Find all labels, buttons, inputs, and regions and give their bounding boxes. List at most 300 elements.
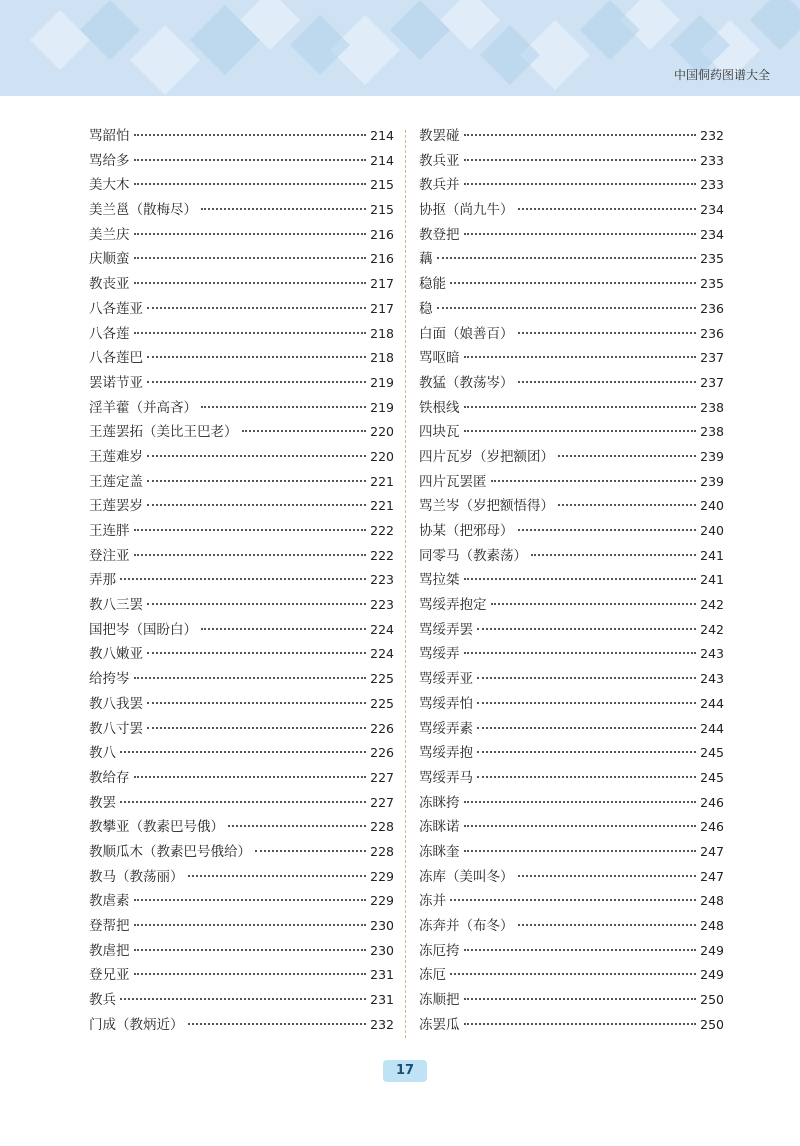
entry-name: 教兵 (89, 992, 116, 1009)
dot-leader (518, 924, 697, 926)
entry-page-number: 250 (700, 992, 724, 1008)
toc-entry (89, 914, 394, 939)
toc-entry (419, 297, 724, 322)
entry-page-number: 226 (370, 720, 394, 736)
entry-page-number: 250 (700, 1016, 724, 1032)
dot-leader (558, 504, 696, 506)
toc-entry (419, 346, 724, 371)
entry-page-number: 221 (370, 498, 394, 514)
dot-leader (147, 504, 366, 506)
entry-page-number: 234 (700, 226, 724, 242)
entry-name: 骂绥弄抱 (419, 745, 473, 762)
entry-name: 骂兰岑（岁把额悟得） (419, 498, 554, 515)
entry-name: 美兰庆 (89, 226, 130, 243)
entry-name: 骂呕暗 (419, 350, 460, 367)
dot-leader (134, 183, 367, 185)
toc-entry (89, 815, 394, 840)
entry-page-number: 232 (370, 1016, 394, 1032)
toc-entry (419, 815, 724, 840)
toc-entry (419, 741, 724, 766)
entry-name: 罢诺节亚 (89, 374, 143, 391)
book-title: 中国侗药图谱大全 (673, 68, 770, 82)
dot-leader (120, 578, 366, 580)
toc-entry (89, 642, 394, 667)
dot-leader (147, 455, 366, 457)
entry-name: 四片瓦岁（岁把额团） (419, 448, 554, 465)
dot-leader (134, 134, 367, 136)
dot-leader (201, 208, 366, 210)
entry-name: 教顺瓜木（教素巴号俄给） (89, 843, 251, 860)
entry-name: 协抠（尚九牛） (419, 202, 514, 219)
entry-name: 冻厄 (419, 967, 446, 984)
entry-name: 骂绥弄 (419, 646, 460, 663)
entry-name: 冻库（美叫冬） (419, 868, 514, 885)
toc-entry (419, 519, 724, 544)
entry-page-number: 231 (370, 992, 394, 1008)
dot-leader (147, 702, 366, 704)
entry-page-number: 217 (370, 300, 394, 316)
dot-leader (464, 134, 697, 136)
toc-entry (419, 865, 724, 890)
toc-entry (419, 766, 724, 791)
entry-name: 冻奔并（布冬） (419, 918, 514, 934)
toc-entry (89, 766, 394, 791)
dot-leader (134, 776, 367, 778)
dot-leader (450, 973, 696, 975)
dot-leader (134, 233, 367, 235)
entry-page-number: 243 (700, 646, 724, 662)
toc-entry (89, 667, 394, 692)
entry-name: 八各莲巴 (89, 350, 143, 367)
dot-leader (464, 356, 697, 358)
entry-page-number: 244 (700, 720, 724, 736)
entry-name: 教虐把 (89, 942, 130, 959)
entry-name: 美大木 (89, 177, 130, 194)
entry-name: 给挎岑 (89, 671, 130, 688)
entry-name: 庆顺蛮 (89, 251, 130, 268)
entry-page-number: 214 (370, 152, 394, 168)
dot-leader (134, 529, 367, 531)
entry-name: 教虐素 (89, 893, 130, 910)
toc-entry (419, 272, 724, 297)
toc-entry (89, 470, 394, 495)
dot-leader (188, 875, 367, 877)
entry-name: 教丧亚 (89, 276, 130, 293)
toc-entry (419, 642, 724, 667)
entry-page-number: 221 (370, 473, 394, 489)
entry-page-number: 235 (700, 276, 724, 292)
entry-page-number: 216 (370, 251, 394, 267)
entry-page-number: 227 (370, 769, 394, 785)
dot-leader (464, 159, 697, 161)
dot-leader (134, 332, 367, 334)
toc-entry (419, 791, 724, 816)
entry-name: 教罢碰 (419, 128, 460, 144)
dot-leader (477, 776, 696, 778)
dot-leader (228, 825, 366, 827)
entry-page-number: 249 (700, 942, 724, 958)
entry-page-number: 220 (370, 448, 394, 464)
toc-entry (419, 618, 724, 643)
toc-entry (419, 445, 724, 470)
entry-page-number: 230 (370, 918, 394, 933)
entry-name: 王连胖 (89, 523, 130, 539)
dot-leader (147, 727, 366, 729)
entry-name: 骂给多 (89, 152, 130, 169)
toc-entry (89, 247, 394, 272)
entry-page-number: 216 (370, 226, 394, 242)
entry-name: 教登把 (419, 226, 460, 243)
entry-name: 王莲罢岁 (89, 498, 143, 515)
dot-leader (147, 652, 366, 654)
toc-entry (89, 717, 394, 742)
entry-page-number: 237 (700, 374, 724, 390)
entry-name: 登注亚 (89, 547, 130, 564)
dot-leader (464, 850, 697, 852)
entry-page-number: 224 (370, 646, 394, 662)
dot-leader (134, 257, 367, 259)
dot-leader (464, 1023, 697, 1025)
dot-leader (120, 751, 366, 753)
entry-page-number: 249 (700, 967, 724, 983)
entry-page-number: 232 (700, 128, 724, 143)
toc-entry (89, 618, 394, 643)
toc-entry (419, 889, 724, 914)
entry-name: 冻罢瓜 (419, 1016, 460, 1033)
toc-entry (89, 840, 394, 865)
entry-name: 藕 (419, 251, 433, 268)
toc-entry (89, 149, 394, 174)
entry-name: 教八三罢 (89, 597, 143, 614)
entry-name: 骂绥弄马 (419, 769, 473, 786)
entry-name: 教攀亚（教素巴号俄） (89, 819, 224, 836)
entry-name: 骂绥弄亚 (419, 671, 473, 688)
entry-name: 骂绥弄怕 (419, 695, 473, 712)
toc-entry (89, 494, 394, 519)
entry-page-number: 248 (700, 918, 724, 933)
toc-entry (89, 322, 394, 347)
entry-page-number: 224 (370, 621, 394, 637)
entry-name: 稳能 (419, 276, 446, 293)
entry-name: 教猛（教荡岑） (419, 374, 514, 391)
entry-name: 四片瓦罢匿 (419, 473, 487, 490)
dot-leader (464, 949, 697, 951)
dot-leader (518, 332, 697, 334)
dot-leader (188, 1023, 367, 1025)
entry-name: 八各莲亚 (89, 300, 143, 317)
dot-leader (450, 282, 696, 284)
dot-leader (120, 801, 366, 803)
entry-name: 冻眯诺 (419, 819, 460, 836)
entry-name: 弄那 (89, 572, 116, 589)
toc-entry (89, 692, 394, 717)
toc-entry (89, 371, 394, 396)
column-divider (405, 130, 406, 1038)
dot-leader (531, 554, 696, 556)
toc-entry (419, 173, 724, 198)
toc-entry (419, 840, 724, 865)
dot-leader (464, 801, 697, 803)
dot-leader (477, 702, 696, 704)
dot-leader (464, 652, 697, 654)
toc-entry (419, 322, 724, 347)
entry-page-number: 219 (370, 374, 394, 390)
toc-entry (419, 470, 724, 495)
entry-name: 王莲罢拓（美比王巴老） (89, 424, 238, 441)
toc-entry (89, 173, 394, 198)
toc-entry (419, 223, 724, 248)
toc-entry (89, 988, 394, 1013)
toc-entry (89, 346, 394, 371)
entry-name: 冻眯奎 (419, 843, 460, 860)
entry-name: 教罢 (89, 794, 116, 811)
entry-page-number: 240 (700, 523, 724, 538)
toc-entry (419, 1013, 724, 1038)
toc-entry (89, 519, 394, 544)
entry-name: 教马（教荡丽） (89, 868, 184, 885)
entry-page-number: 241 (700, 572, 724, 588)
entry-name: 骂绥弄罢 (419, 621, 473, 638)
page-header (0, 0, 800, 96)
dot-leader (134, 949, 367, 951)
entry-name: 教八嫩亚 (89, 646, 143, 663)
toc-entry (89, 568, 394, 593)
entry-name: 协某（把邪母） (419, 523, 514, 539)
toc-entry (419, 371, 724, 396)
dot-leader (147, 307, 366, 309)
entry-name: 王莲难岁 (89, 448, 143, 465)
dot-leader (437, 307, 697, 309)
toc-entry (419, 494, 724, 519)
entry-name: 冻眯挎 (419, 794, 460, 811)
toc-entry (89, 593, 394, 618)
entry-page-number: 217 (370, 276, 394, 292)
entry-page-number: 239 (700, 473, 724, 489)
dot-leader (120, 998, 366, 1000)
entry-name: 八各莲 (89, 325, 130, 342)
page-number: 17 (383, 1060, 427, 1082)
entry-page-number: 242 (700, 621, 724, 637)
dot-leader (464, 406, 697, 408)
toc-entry (89, 198, 394, 223)
entry-page-number: 218 (370, 325, 394, 341)
toc-entry (89, 741, 394, 766)
toc-entry (419, 544, 724, 569)
dot-leader (134, 924, 367, 926)
entry-name: 教八寸罢 (89, 720, 143, 737)
toc-entry (419, 717, 724, 742)
toc-entry (89, 272, 394, 297)
entry-page-number: 248 (700, 893, 724, 909)
dot-leader (477, 751, 696, 753)
toc-entry (89, 865, 394, 890)
entry-name: 教给存 (89, 769, 130, 786)
toc-entry (89, 445, 394, 470)
entry-name: 冻顺把 (419, 992, 460, 1009)
dot-leader (518, 208, 697, 210)
toc-entry (89, 939, 394, 964)
entry-page-number: 233 (700, 152, 724, 168)
toc-entry (419, 247, 724, 272)
entry-page-number: 231 (370, 967, 394, 983)
entry-page-number: 230 (370, 942, 394, 958)
toc-entry (419, 692, 724, 717)
entry-name: 骂韶怕 (89, 128, 130, 144)
dot-leader (147, 356, 366, 358)
entry-page-number: 239 (700, 448, 724, 464)
entry-page-number: 245 (700, 769, 724, 785)
entry-page-number: 238 (700, 399, 724, 415)
dot-leader (255, 850, 366, 852)
dot-leader (134, 282, 367, 284)
entry-page-number: 245 (700, 745, 724, 761)
entry-page-number: 214 (370, 128, 394, 143)
toc-entry (89, 297, 394, 322)
dot-leader (147, 480, 366, 482)
dot-leader (134, 899, 367, 901)
toc-right-column (419, 124, 724, 1037)
dot-leader (437, 257, 697, 259)
toc-entry (419, 963, 724, 988)
entry-page-number: 238 (700, 424, 724, 440)
entry-page-number: 222 (370, 547, 394, 563)
toc-entry (419, 939, 724, 964)
toc-entry (89, 544, 394, 569)
entry-page-number: 222 (370, 523, 394, 538)
dot-leader (464, 233, 697, 235)
toc-entry (89, 420, 394, 445)
entry-page-number: 215 (370, 177, 394, 193)
dot-leader (518, 529, 697, 531)
dot-leader (477, 628, 696, 630)
entry-name: 王莲定盖 (89, 473, 143, 490)
dot-leader (464, 998, 697, 1000)
entry-page-number: 215 (370, 202, 394, 218)
dot-leader (491, 603, 697, 605)
entry-name: 教八我罢 (89, 695, 143, 712)
entry-name: 冻并 (419, 893, 446, 910)
dot-leader (518, 381, 697, 383)
toc-entry (89, 1013, 394, 1038)
toc-entry (419, 420, 724, 445)
entry-name: 骂绥弄素 (419, 720, 473, 737)
entry-name: 登兄亚 (89, 967, 130, 984)
entry-name: 登帮把 (89, 918, 130, 934)
toc-entry (419, 593, 724, 618)
toc-entry (419, 124, 724, 149)
entry-page-number: 244 (700, 695, 724, 711)
toc-entry (89, 223, 394, 248)
entry-name: 铁根线 (419, 399, 460, 416)
dot-leader (134, 677, 367, 679)
toc-entry (419, 914, 724, 939)
entry-page-number: 247 (700, 868, 724, 884)
dot-leader (147, 603, 366, 605)
toc-entry (89, 124, 394, 149)
dot-leader (201, 406, 366, 408)
entry-page-number: 246 (700, 819, 724, 835)
toc-entry (419, 396, 724, 421)
entry-page-number: 236 (700, 325, 724, 341)
entry-page-number: 223 (370, 597, 394, 613)
entry-page-number: 235 (700, 251, 724, 267)
entry-page-number: 242 (700, 597, 724, 613)
entry-page-number: 218 (370, 350, 394, 366)
entry-page-number: 229 (370, 893, 394, 909)
dot-leader (464, 183, 697, 185)
dot-leader (477, 677, 696, 679)
dot-leader (134, 554, 367, 556)
dot-leader (464, 430, 697, 432)
entry-page-number: 219 (370, 399, 394, 415)
entry-page-number: 225 (370, 695, 394, 711)
dot-leader (477, 727, 696, 729)
toc-left-column (89, 124, 394, 1037)
toc-entry (419, 667, 724, 692)
dot-leader (147, 381, 366, 383)
entry-name: 四块瓦 (419, 424, 460, 441)
entry-page-number: 237 (700, 350, 724, 366)
toc-entry (89, 791, 394, 816)
dot-leader (450, 899, 696, 901)
entry-name: 国把岑（国盼白） (89, 621, 197, 638)
entry-page-number: 228 (370, 843, 394, 859)
dot-leader (134, 159, 367, 161)
dot-leader (491, 480, 697, 482)
entry-page-number: 225 (370, 671, 394, 687)
entry-name: 教兵并 (419, 177, 460, 194)
entry-name: 门成（教炳近） (89, 1016, 184, 1033)
dot-leader (518, 875, 697, 877)
toc-entry (419, 988, 724, 1013)
entry-name: 淫羊藿（并高吝） (89, 399, 197, 416)
entry-page-number: 241 (700, 547, 724, 563)
entry-page-number: 229 (370, 868, 394, 884)
dot-leader (464, 825, 697, 827)
entry-page-number: 234 (700, 202, 724, 218)
entry-name: 白面（娘善百） (419, 325, 514, 342)
dot-leader (464, 578, 697, 580)
dot-leader (558, 455, 696, 457)
entry-page-number: 227 (370, 794, 394, 810)
entry-page-number: 240 (700, 498, 724, 514)
entry-page-number: 223 (370, 572, 394, 588)
toc-entry (419, 198, 724, 223)
entry-name: 同零马（教素荡） (419, 547, 527, 564)
toc-entry (419, 568, 724, 593)
toc-entry (89, 963, 394, 988)
entry-name: 教兵亚 (419, 152, 460, 169)
entry-name: 骂拉桀 (419, 572, 460, 589)
entry-page-number: 236 (700, 300, 724, 316)
dot-leader (134, 973, 367, 975)
entry-name: 美兰邕（散梅尽） (89, 202, 197, 219)
toc-entry (89, 889, 394, 914)
toc-entry (89, 396, 394, 421)
dot-leader (242, 430, 367, 432)
entry-page-number: 226 (370, 745, 394, 761)
dot-leader (201, 628, 366, 630)
entry-name: 教八 (89, 745, 116, 762)
entry-page-number: 246 (700, 794, 724, 810)
entry-page-number: 220 (370, 424, 394, 440)
entry-name: 骂绥弄抱定 (419, 597, 487, 614)
entry-page-number: 228 (370, 819, 394, 835)
toc-entry (419, 149, 724, 174)
entry-page-number: 233 (700, 177, 724, 193)
entry-name: 稳 (419, 300, 433, 317)
entry-page-number: 243 (700, 671, 724, 687)
